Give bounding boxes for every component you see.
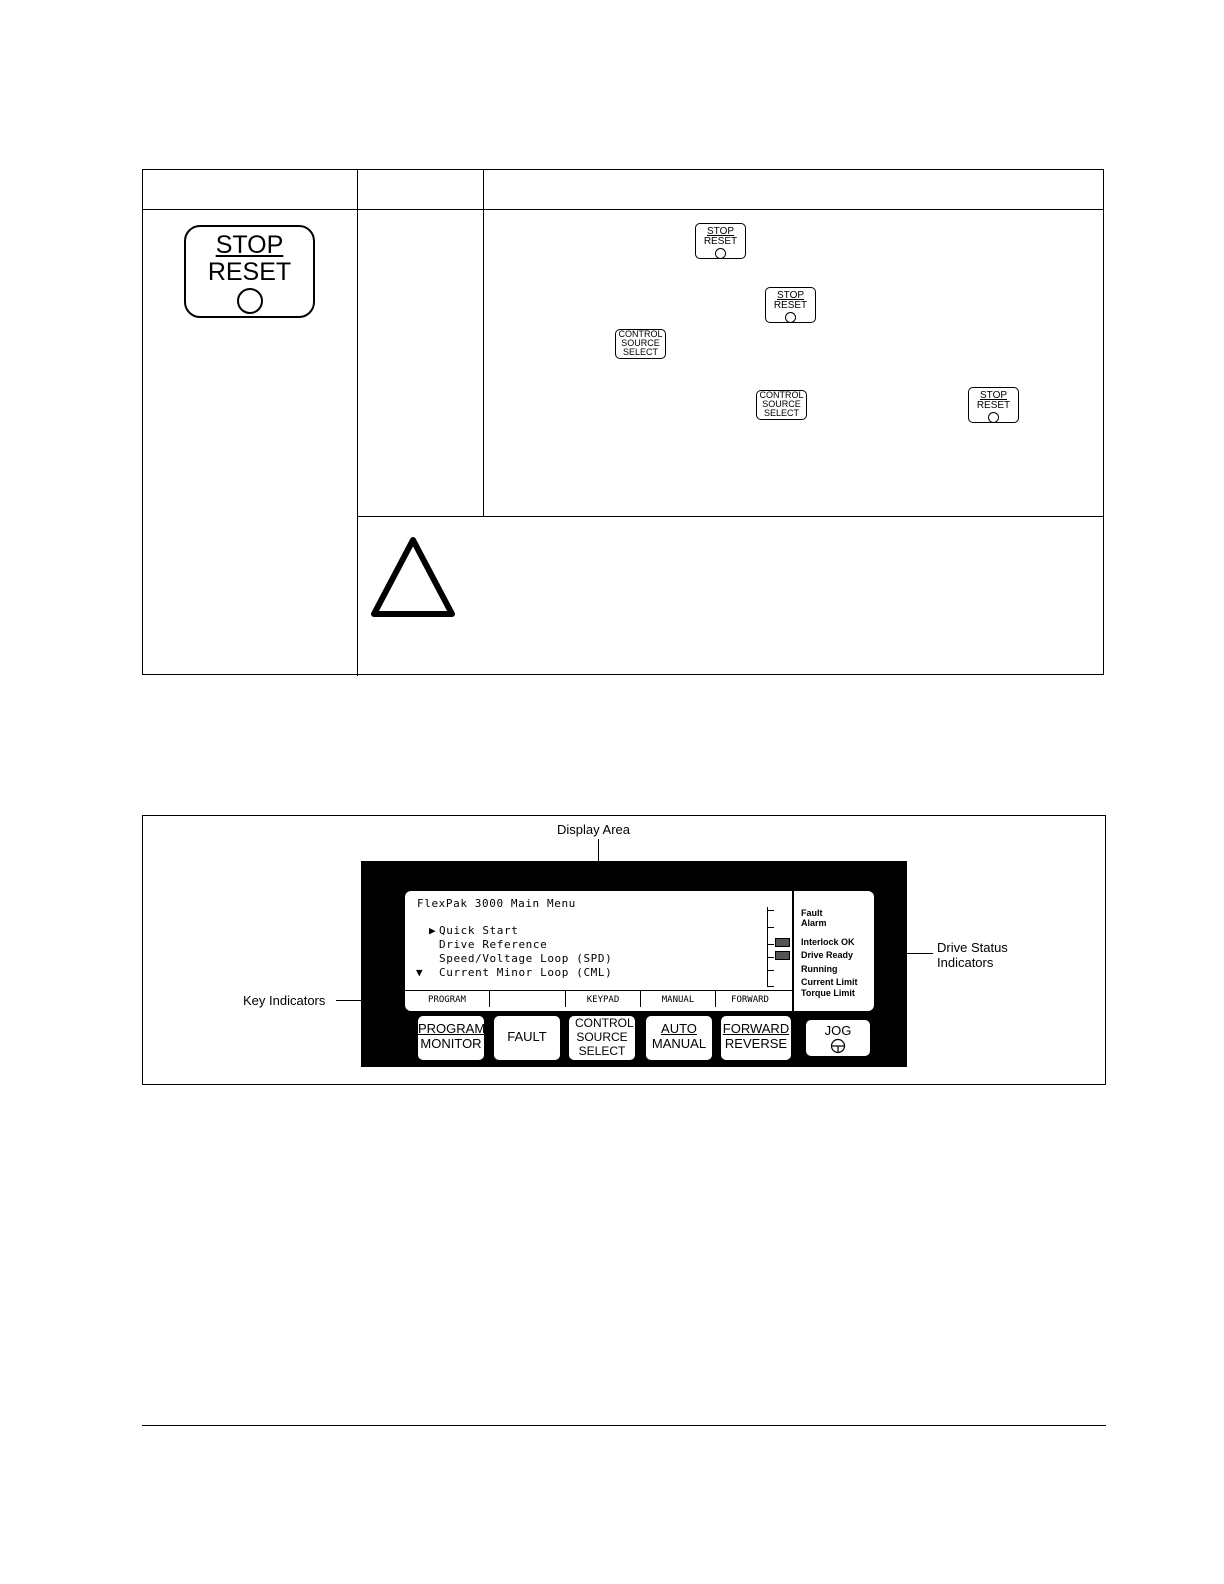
column-separator-2 — [483, 170, 484, 516]
stop-reset-key-illustration — [184, 225, 315, 318]
key-indicator-keypad: KEYPAD — [586, 995, 620, 1005]
menu-item-drive-reference[interactable]: Drive Reference — [439, 938, 548, 951]
status-tick-column — [767, 907, 778, 987]
status-fault: Fault — [801, 908, 823, 918]
forward-reverse-button[interactable] — [721, 1016, 791, 1060]
reset-label: RESET — [703, 236, 738, 247]
lcd-title: FlexPak 3000 Main Menu — [417, 897, 576, 910]
stop-label: STOP — [776, 290, 805, 301]
jog-label: JOG — [824, 1023, 852, 1038]
stop-label: STOP — [979, 390, 1008, 401]
key-indicator-program: PROGRAM — [428, 995, 466, 1005]
led-circle-icon — [237, 288, 263, 314]
monitor-label: MONITOR — [420, 1036, 482, 1051]
control-source-select-label: CONTROL SOURCE SELECT — [575, 1016, 634, 1058]
stop-reset-key-inline-2 — [765, 287, 816, 323]
led-circle-icon — [715, 248, 726, 259]
key-indicator-row — [405, 990, 792, 1012]
reverse-label: REVERSE — [724, 1036, 788, 1051]
interlock-ok-led — [775, 938, 790, 947]
menu-item-quick-start[interactable]: Quick Start — [439, 924, 519, 937]
column-separator-1 — [357, 170, 358, 676]
program-label: PROGRAM — [418, 1021, 486, 1036]
select-label: SELECT — [763, 408, 799, 418]
manual-label: MANUAL — [651, 1036, 707, 1051]
control-source-select-button[interactable] — [569, 1016, 635, 1060]
drive-status-label — [937, 940, 1008, 970]
control-label: CONTROL — [618, 329, 663, 339]
drive-status-line2: Indicators — [937, 955, 994, 970]
reset-label: RESET — [207, 258, 292, 286]
auto-label: AUTO — [661, 1021, 697, 1036]
auto-manual-button[interactable] — [646, 1016, 712, 1060]
status-running: Running — [801, 964, 838, 974]
keypad-display-figure — [142, 815, 1106, 1085]
footer-rule — [142, 1425, 1106, 1426]
stop-label: STOP — [215, 231, 284, 259]
caution-triangle-icon — [370, 536, 456, 618]
fault-button[interactable] — [494, 1016, 560, 1060]
menu-item-speed-voltage-loop[interactable]: Speed/Voltage Loop (SPD) — [439, 952, 613, 965]
key-indicator-forward: FORWARD — [731, 995, 769, 1005]
status-current-limit: Current Limit — [801, 977, 858, 987]
lcd-display — [405, 891, 792, 1011]
led-circle-icon — [988, 412, 999, 423]
jog-button[interactable] — [806, 1020, 870, 1056]
stop-reset-key-inline-1 — [695, 223, 746, 259]
status-interlock-ok: Interlock OK — [801, 937, 855, 947]
jog-icon — [830, 1038, 846, 1054]
source-label: SOURCE — [762, 399, 801, 409]
status-drive-ready: Drive Ready — [801, 950, 854, 960]
control-label: CONTROL — [759, 390, 804, 400]
control-source-select-key-inline-1 — [615, 329, 666, 359]
reset-label: RESET — [976, 400, 1011, 411]
menu-item-current-minor-loop[interactable]: Current Minor Loop (CML) — [439, 966, 613, 979]
scroll-down-icon: ▼ — [416, 966, 424, 979]
key-description-table — [142, 169, 1104, 675]
drive-status-indicators — [794, 891, 874, 1011]
key-indicators-label: Key Indicators — [243, 993, 326, 1008]
header-divider — [143, 209, 1103, 210]
status-alarm: Alarm — [801, 918, 827, 928]
program-monitor-button[interactable] — [418, 1016, 484, 1060]
forward-label: FORWARD — [722, 1021, 790, 1036]
drive-ready-led — [775, 951, 790, 960]
stop-label: STOP — [706, 226, 735, 237]
control-source-select-key-inline-2 — [756, 390, 807, 420]
key-indicator-manual: MANUAL — [661, 995, 695, 1005]
status-torque-limit: Torque Limit — [801, 988, 855, 998]
drive-status-line1: Drive Status — [937, 940, 1008, 955]
menu-cursor-icon: ▶ — [429, 924, 437, 937]
display-area-label: Display Area — [557, 822, 630, 837]
source-label: SOURCE — [621, 338, 660, 348]
caution-divider — [357, 516, 1103, 517]
keypad-panel — [361, 861, 907, 1067]
stop-reset-key-inline-3 — [968, 387, 1019, 423]
reset-label: RESET — [773, 300, 808, 311]
fault-label: FAULT — [507, 1029, 547, 1044]
led-circle-icon — [785, 312, 796, 323]
select-label: SELECT — [622, 347, 658, 357]
